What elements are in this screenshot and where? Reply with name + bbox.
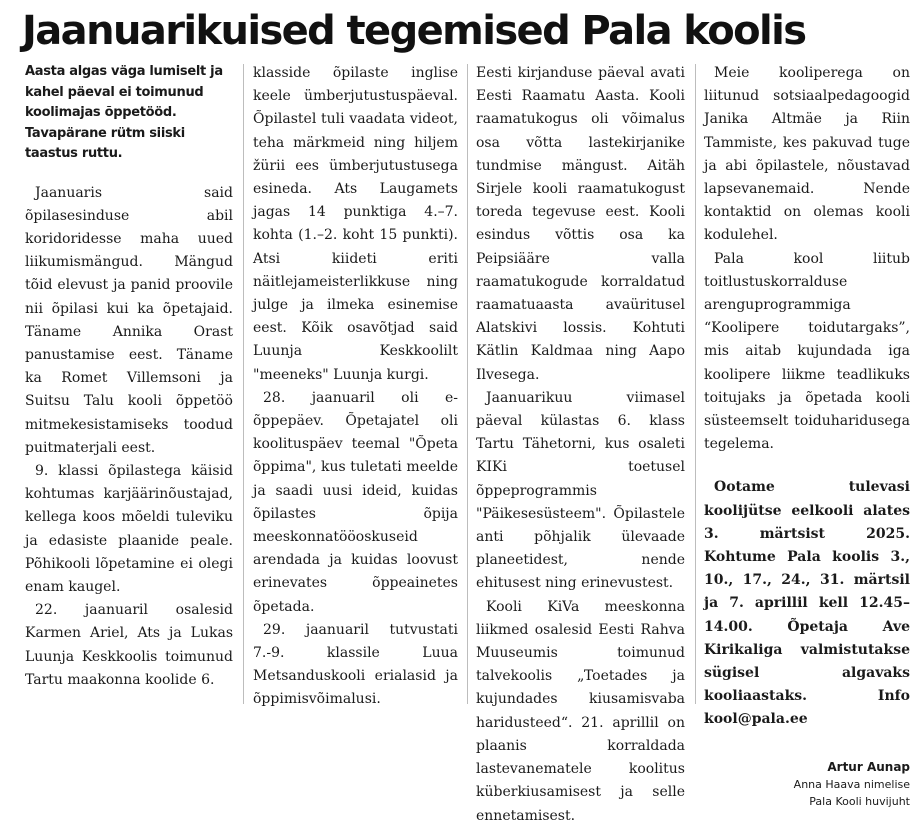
article-paragraph: 9. klassi õpilastega käisid kohtumas karjäärinõustajad, kellega koos mõeldi tuleviku ja edasiste plaanide peale. Põhikooli lõpetamine ei olegi enam kaugel. <box>25 462 233 595</box>
article-paragraph: 22. jaanuaril osalesid Karmen Ariel, Ats ja Lukas Luunja Keskkoolis toimunud Tartu maakonna koolide 6. <box>25 602 233 688</box>
info-announcement: Ootame tulevasi koolijütse eelkooli alates 3. märtsist 2025. Kohtume Pala koolis 3., 10., 17., 24., 31. märtsil ja 7. aprillil kell 12.45–14.00. Õpetaja Ave Kirikaliga valmistutakse sügisel algavaks kooliaastaks. Info kool@pala.ee <box>704 479 910 728</box>
article-paragraph: Meie kooliperega on liitunud sotsiaalpedagoogid Janika Altmäe ja Riin Tammiste, kes pakuvad tuge ja abi õpilastele, nõustavad lapsevanemaid. Nende kontaktid on olemas kooli kodulehel. <box>704 65 910 244</box>
article-lead: Aasta algas väga lumiselt ja kahel päeval ei toimunud koolimajas õppetööd. Tavapärane rütm siiski taastus ruttu. <box>25 64 223 161</box>
column-divider <box>243 64 244 704</box>
article-paragraph: Kooli KiVa meeskonna liikmed osalesid Eesti Rahva Muuseumis toimunud talvekoolis „Toetades ja kujundades kiusamisvaba haridusteed“. 21. aprillil on plaanis korraldada lastevanematele koolitus küberkiusamisest ja selle ennetamisest. <box>476 598 685 824</box>
article-paragraph: 28. jaanuaril oli e-õppepäev. Õpetajatel oli koolituspäev teemal "Õpeta õppima", kus tuletati meelde ja saadi uusi ideid, kuidas õpilastes õpija meeskonnatööoskuseid arendada ja kuidas loovust erinevates õppeainetes õpetada. <box>253 389 458 615</box>
author-title-line-2: Pala Kooli huvijuht <box>809 794 910 808</box>
column-divider <box>467 64 468 704</box>
article-column-1 <box>25 62 233 707</box>
article-paragraph: 29. jaanuaril tutvustati 7.-9. klassile Luua Metsanduskooli erialasid ja õppimisvõimalusi. <box>253 621 458 708</box>
article-column-3 <box>476 62 685 824</box>
article-paragraph: Jaanuaris said õpilasesinduse abil koridoridesse maha uued liikumismängud. Mängud tõid elevust ja panid proovile nii õpilasi kui ka õpetajaid. Täname Annika Orast panustamise eest. Täname ka Romet Villemsoni ja Suitsu Talu kooli õppetöö mitmekesistamiseks toodud puitmaterjali eest. <box>25 184 233 456</box>
article-headline: Jaanuarikuised tegemised Pala koolis <box>22 8 806 54</box>
article-paragraph: Pala kool liitub toitlustuskorralduse arenguprogrammiga “Koolipere toidutargaks”, mis aitab kujundada iga koolipere liikme teadlikuks toitujaks ja õpetada kooli süsteemselt toiduharidusega tegelema. <box>704 250 910 453</box>
article-paragraph: Jaanuarikuu viimasel päeval külastas 6. klass Tartu Tähetorni, kus osaleti KIKi toetusel õppeprogrammis "Päikesesüsteem". Õpilastele anti põhjalik ülevaade planeetidest, nende ehitusest ning erinevustest. <box>476 389 685 592</box>
article-column-4 <box>704 62 910 808</box>
author-title-line-1: Anna Haava nimelise <box>793 777 910 791</box>
column-divider <box>695 64 696 704</box>
article-paragraph-continued: klasside õpilaste inglise keele ümberjutustuspäeval. Õpilastel tuli vaadata videot, teha märkmeid ning hiljem žürii ees ümberjutustusega esineda. Ats Laugamets jagas 14 punktiga 4.–7. kohta (1.–2. koht 15 punkti). Atsi kiideti eriti näitlejameisterlikkuse ning julge ja ilmeka esinemise eest. Kõik osavõtjad said Luunja Keskkoolilt "meeneks" Luunja kurgi. <box>253 65 458 383</box>
article-paragraph-continued: Eesti kirjanduse päeval avati Eesti Raamatu Aasta. Kooli raamatukogus oli võimalus osa võtta lastekirjanike tundmise mängust. Aitäh Sirjele kooli raamatukogust toreda tegevuse eest. Kooli esindus võttis osa ka Peipsiääre valla raamatukogude korraldatud raamatuaasta avaüritusel Alatskivi lossis. Kohtuti Kätlin Kaldmaa ning Aapo Ilvesega. <box>476 65 685 383</box>
author-name: Artur Aunap <box>827 759 910 774</box>
article-column-2 <box>253 62 458 707</box>
